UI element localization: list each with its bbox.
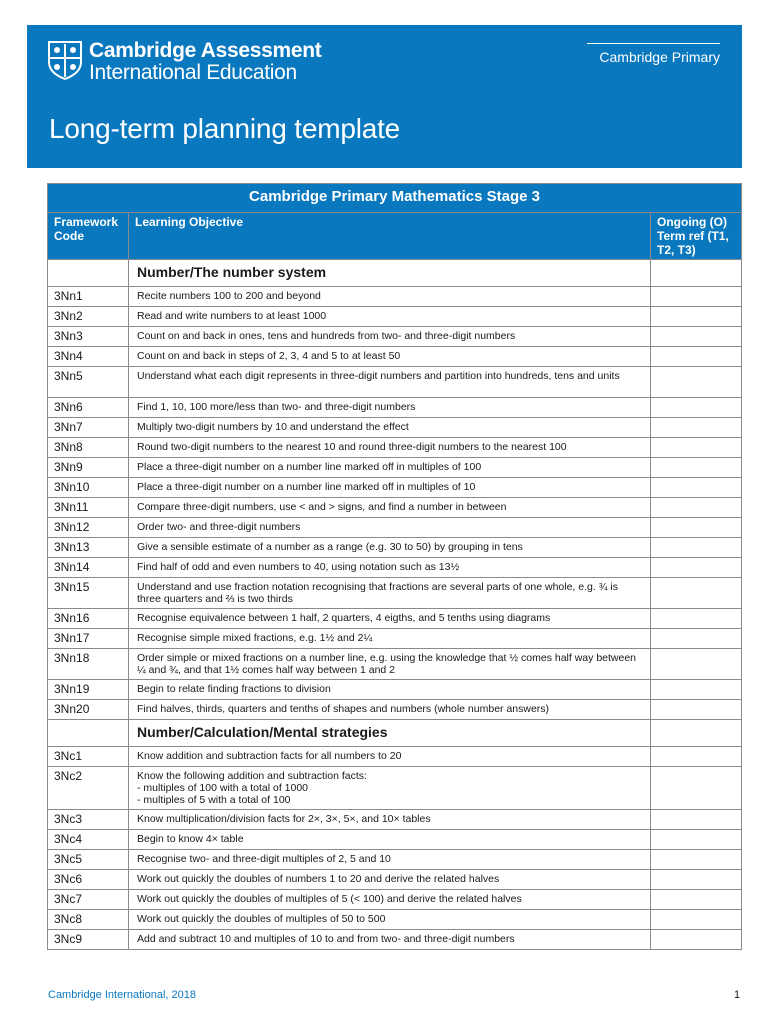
term-cell[interactable] — [651, 518, 742, 538]
table-row — [48, 890, 742, 910]
learning-objective: Know the following addition and subtraction facts: - multiples of 100 with a total of 1000 - multiples of 5 with a total of 100 — [129, 767, 651, 810]
term-cell[interactable] — [651, 327, 742, 347]
framework-code: 3Nn10 — [48, 478, 129, 498]
framework-code: 3Nc6 — [48, 870, 129, 890]
framework-code: 3Nn15 — [48, 578, 129, 609]
table-row — [48, 558, 742, 578]
learning-objective: Understand and use fraction notation recognising that fractions are several parts of one whole, e.g. ¾ is three quarters and ⅔ is two thirds — [129, 578, 651, 609]
term-cell[interactable] — [651, 609, 742, 629]
term-cell[interactable] — [651, 307, 742, 327]
learning-objective: Begin to relate finding fractions to division — [129, 680, 651, 700]
term-cell[interactable] — [651, 498, 742, 518]
framework-code: 3Nc8 — [48, 910, 129, 930]
learning-objective: Recite numbers 100 to 200 and beyond — [129, 287, 651, 307]
learning-objective: Count on and back in ones, tens and hundreds from two- and three-digit numbers — [129, 327, 651, 347]
learning-objective: Find halves, thirds, quarters and tenths of shapes and numbers (whole number answers) — [129, 700, 651, 720]
table-body — [48, 260, 742, 950]
framework-code: 3Nn12 — [48, 518, 129, 538]
term-cell[interactable] — [651, 367, 742, 398]
page-title: Long-term planning template — [49, 113, 401, 144]
term-cell[interactable] — [651, 870, 742, 890]
framework-code: 3Nn18 — [48, 649, 129, 680]
framework-code: 3Nc4 — [48, 830, 129, 850]
table-row — [48, 930, 742, 950]
framework-code: 3Nn7 — [48, 418, 129, 438]
learning-objective: Recognise simple mixed fractions, e.g. 1½ and 2¼ — [129, 629, 651, 649]
header-banner — [27, 25, 742, 168]
table-row — [48, 910, 742, 930]
table-row — [48, 649, 742, 680]
framework-code: 3Nc2 — [48, 767, 129, 810]
column-header-objective: Learning Objective — [129, 213, 651, 260]
framework-code: 3Nn19 — [48, 680, 129, 700]
term-cell[interactable] — [651, 578, 742, 609]
framework-code: 3Nc1 — [48, 747, 129, 767]
crest-icon — [47, 40, 83, 80]
table-row — [48, 810, 742, 830]
table-row — [48, 629, 742, 649]
term-cell[interactable] — [651, 478, 742, 498]
learning-objective: Place a three-digit number on a number line marked off in multiples of 10 — [129, 478, 651, 498]
page-number: 1 — [734, 989, 741, 1001]
term-cell[interactable] — [651, 890, 742, 910]
framework-code: 3Nn4 — [48, 347, 129, 367]
framework-code: 3Nn8 — [48, 438, 129, 458]
framework-code: 3Nn20 — [48, 700, 129, 720]
org-name-line1: Cambridge Assessment — [89, 39, 322, 62]
term-cell[interactable] — [651, 538, 742, 558]
term-cell[interactable] — [651, 260, 742, 287]
table-row — [48, 680, 742, 700]
table-row — [48, 398, 742, 418]
learning-objective: Work out quickly the doubles of numbers 1 to 20 and derive the related halves — [129, 870, 651, 890]
section-title: Number/The number system — [129, 260, 651, 287]
term-cell[interactable] — [651, 830, 742, 850]
framework-code: 3Nn9 — [48, 458, 129, 478]
term-cell[interactable] — [651, 629, 742, 649]
learning-objective: Add and subtract 10 and multiples of 10 to and from two- and three-digit numbers — [129, 930, 651, 950]
term-cell[interactable] — [651, 558, 742, 578]
framework-code: 3Nn3 — [48, 327, 129, 347]
term-cell[interactable] — [651, 700, 742, 720]
table-row — [48, 438, 742, 458]
footer-copyright: Cambridge International, 2018 — [48, 989, 196, 1001]
table-row — [48, 578, 742, 609]
term-cell[interactable] — [651, 649, 742, 680]
table-row — [48, 870, 742, 890]
learning-objective: Order simple or mixed fractions on a number line, e.g. using the knowledge that ½ comes half way between ¼ and ¾, and that 1½ comes half way between 1 and 2 — [129, 649, 651, 680]
framework-code: 3Nn16 — [48, 609, 129, 629]
term-cell[interactable] — [651, 398, 742, 418]
framework-code: 3Nn1 — [48, 287, 129, 307]
learning-objective: Compare three-digit numbers, use < and > signs, and find a number in between — [129, 498, 651, 518]
learning-objective: Place a three-digit number on a number line marked off in multiples of 100 — [129, 458, 651, 478]
framework-code: 3Nn2 — [48, 307, 129, 327]
table-row — [48, 830, 742, 850]
term-cell[interactable] — [651, 458, 742, 478]
framework-code: 3Nn5 — [48, 367, 129, 398]
term-cell[interactable] — [651, 347, 742, 367]
term-cell[interactable] — [651, 850, 742, 870]
planning-table — [47, 183, 742, 950]
section-row — [48, 260, 742, 287]
section-title: Number/Calculation/Mental strategies — [129, 720, 651, 747]
framework-code: 3Nn17 — [48, 629, 129, 649]
table-row — [48, 418, 742, 438]
column-header-term: Ongoing (O) Term ref (T1, T2, T3) — [651, 213, 742, 260]
table-row — [48, 518, 742, 538]
framework-code: 3Nn11 — [48, 498, 129, 518]
term-cell[interactable] — [651, 418, 742, 438]
learning-objective: Find 1, 10, 100 more/less than two- and three-digit numbers — [129, 398, 651, 418]
framework-code: 3Nn13 — [48, 538, 129, 558]
learning-objective: Multiply two-digit numbers by 10 and understand the effect — [129, 418, 651, 438]
table-row — [48, 609, 742, 629]
term-cell[interactable] — [651, 810, 742, 830]
term-cell[interactable] — [651, 287, 742, 307]
product-name: Cambridge Primary — [587, 43, 720, 65]
learning-objective: Work out quickly the doubles of multiples of 50 to 500 — [129, 910, 651, 930]
table-row — [48, 850, 742, 870]
table-row — [48, 767, 742, 810]
table-row — [48, 287, 742, 307]
table-row — [48, 700, 742, 720]
framework-code: 3Nc3 — [48, 810, 129, 830]
table-row — [48, 367, 742, 398]
org-name-line2: International Education — [89, 61, 297, 84]
learning-objective: Round two-digit numbers to the nearest 10 and round three-digit numbers to the nearest 100 — [129, 438, 651, 458]
learning-objective: Recognise equivalence between 1 half, 2 quarters, 4 eigths, and 5 tenths using diagrams — [129, 609, 651, 629]
term-cell[interactable] — [651, 930, 742, 950]
framework-code: 3Nn6 — [48, 398, 129, 418]
table-row — [48, 347, 742, 367]
table-row — [48, 327, 742, 347]
term-cell[interactable] — [651, 767, 742, 810]
section-code-cell — [48, 720, 129, 747]
learning-objective: Begin to know 4× table — [129, 830, 651, 850]
term-cell[interactable] — [651, 438, 742, 458]
logo — [47, 40, 321, 84]
framework-code: 3Nc5 — [48, 850, 129, 870]
framework-code: 3Nc7 — [48, 890, 129, 910]
term-cell[interactable] — [651, 680, 742, 700]
learning-objective: Know addition and subtraction facts for all numbers to 20 — [129, 747, 651, 767]
learning-objective: Count on and back in steps of 2, 3, 4 and 5 to at least 50 — [129, 347, 651, 367]
table-row — [48, 307, 742, 327]
table-row — [48, 458, 742, 478]
table-row — [48, 478, 742, 498]
table-row — [48, 747, 742, 767]
learning-objective: Work out quickly the doubles of multiples of 5 (< 100) and derive the related halves — [129, 890, 651, 910]
term-cell[interactable] — [651, 910, 742, 930]
framework-code: 3Nn14 — [48, 558, 129, 578]
learning-objective: Know multiplication/division facts for 2×, 3×, 5×, and 10× tables — [129, 810, 651, 830]
learning-objective: Understand what each digit represents in three-digit numbers and partition into hundreds, tens and units — [129, 367, 651, 398]
stage-title: Cambridge Primary Mathematics Stage 3 — [48, 184, 742, 213]
learning-objective: Find half of odd and even numbers to 40, using notation such as 13½ — [129, 558, 651, 578]
learning-objective: Recognise two- and three-digit multiples of 2, 5 and 10 — [129, 850, 651, 870]
table-row — [48, 538, 742, 558]
column-header-code: Framework Code — [48, 213, 129, 260]
section-code-cell — [48, 260, 129, 287]
learning-objective: Read and write numbers to at least 1000 — [129, 307, 651, 327]
table-row — [48, 498, 742, 518]
learning-objective: Order two- and three-digit numbers — [129, 518, 651, 538]
term-cell[interactable] — [651, 720, 742, 747]
section-row — [48, 720, 742, 747]
term-cell[interactable] — [651, 747, 742, 767]
framework-code: 3Nc9 — [48, 930, 129, 950]
learning-objective: Give a sensible estimate of a number as a range (e.g. 30 to 50) by grouping in tens — [129, 538, 651, 558]
